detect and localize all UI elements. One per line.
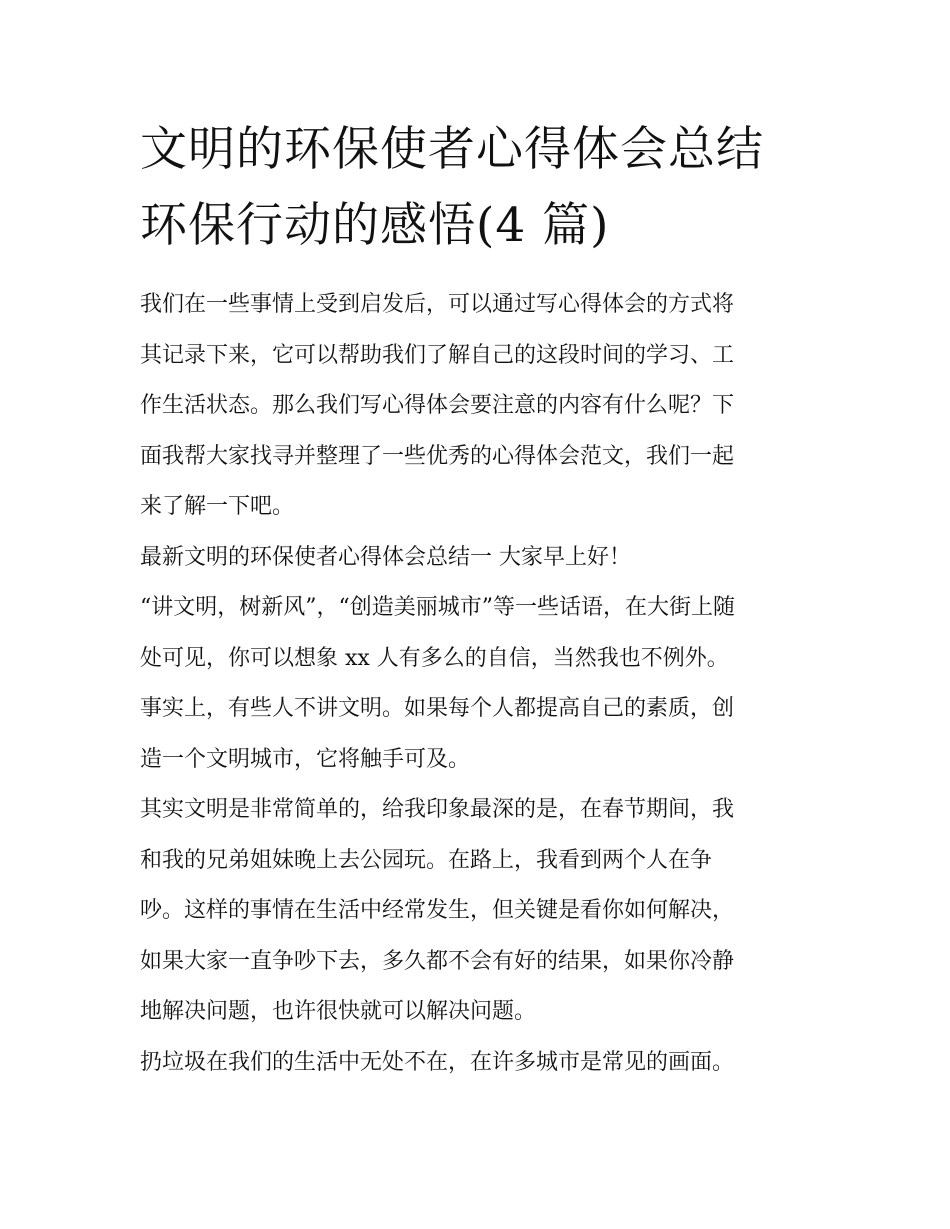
document-title (140, 112, 815, 264)
paragraph-line: 如果大家一直争吵下去，多久都不会有好的结果，如果你冷静 (140, 948, 735, 974)
paragraph-line: 地解决问题，也许很快就可以解决问题。 (140, 999, 537, 1024)
paragraph-line: 造一个文明城市，它将触手可及。 (140, 746, 471, 772)
paragraph-line: 其实文明是非常简单的，给我印象最深的是，在春节期间，我 (140, 797, 735, 822)
paragraph-line: 扔垃圾在我们的生活中无处不在，在许多城市是常见的画面。 (140, 1049, 735, 1075)
section-heading: 最新文明的环保使者心得体会总结一 大家早上好！ (140, 544, 631, 570)
paragraph-line: 处可见，你可以想象 xx 人有多么的自信，当然我也不例外。 (140, 645, 729, 671)
title-line: 文明的环保使者心得体会总结 (140, 122, 764, 177)
title-line: 环保行动的感悟(4 篇) (140, 198, 610, 253)
paragraph-line: 事实上，有些人不讲文明。如果每个人都提高自己的素质，创 (140, 696, 735, 721)
paragraph-line: 作生活状态。那么我们写心得体会要注意的内容有什么呢？下 (140, 393, 735, 418)
paragraph-line: 和我的兄弟姐妹晚上去公园玩。在路上，我看到两个人在争 (140, 847, 713, 873)
paragraph-line: 我们在一些事情上受到启发后，可以通过写心得体会的方式将 (140, 292, 735, 317)
paragraph-line: 其记录下来，它可以帮助我们了解自己的这段时间的学习、工 (140, 342, 735, 368)
paragraph-3 (140, 785, 815, 1038)
paragraph-line: 面我帮大家找寻并整理了一些优秀的心得体会范文，我们一起 (140, 443, 735, 469)
intro-paragraph (140, 280, 815, 533)
paragraph-line: “讲文明，树新风”，“创造美丽城市”等一些话语，在大街上随 (140, 595, 735, 620)
paragraph-4 (140, 1038, 815, 1089)
paragraph-line: 吵。这样的事情在生活中经常发生，但关键是看你如何解决， (140, 898, 735, 923)
document-content (140, 112, 815, 1088)
paragraph-2 (140, 684, 815, 785)
paragraph-line: 来了解一下吧。 (140, 494, 295, 519)
paragraph-1 (140, 583, 815, 684)
document-body (140, 280, 815, 1088)
section-heading-paragraph (140, 533, 815, 584)
